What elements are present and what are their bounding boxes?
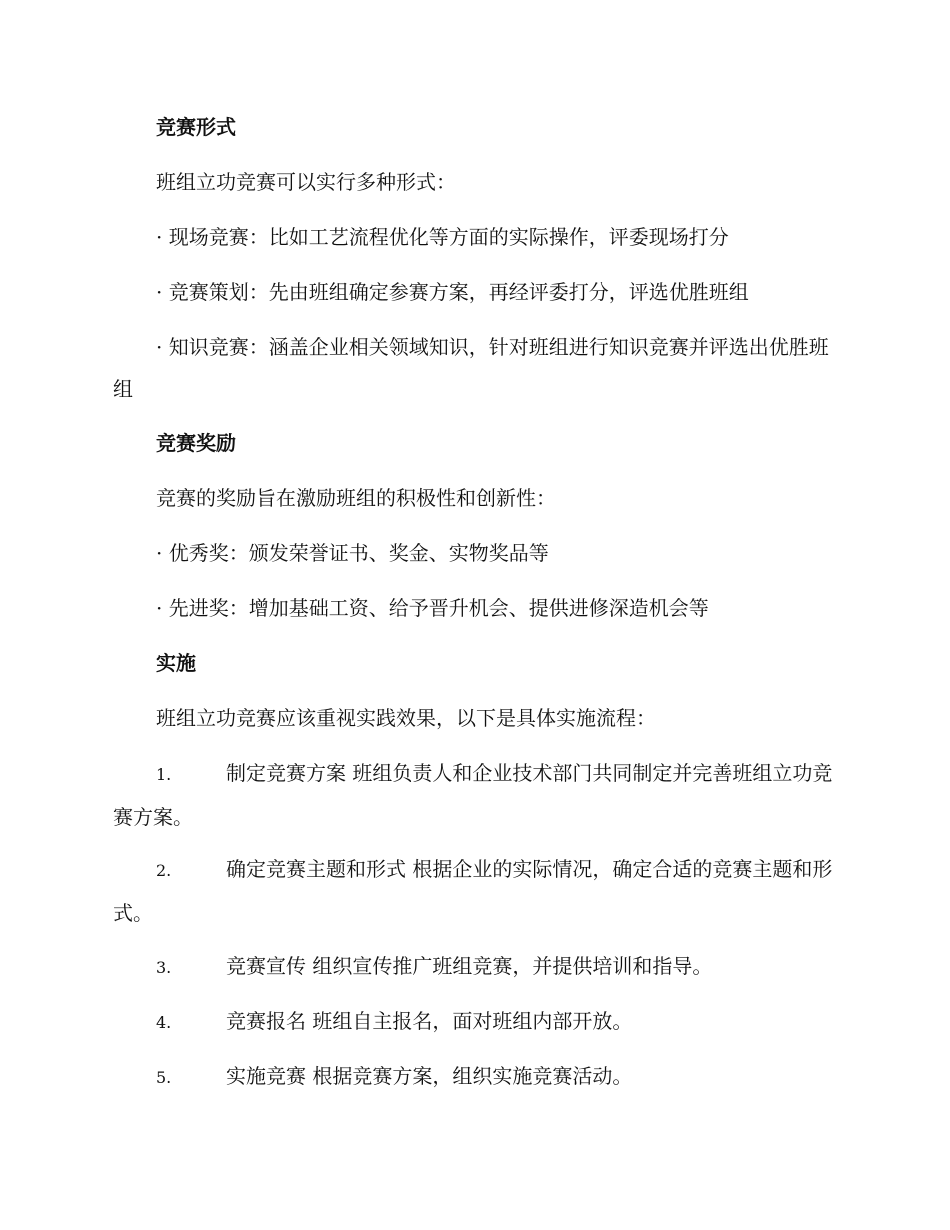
bullet-item: · 先进奖：增加基础工资、给予晋升机会、提供进修深造机会等 — [156, 596, 709, 620]
step-text: 实施竞赛 根据竞赛方案，组织实施竞赛活动。 — [226, 1064, 633, 1088]
step-number: 3. — [156, 958, 172, 977]
step-text: 竞赛报名 班组自主报名，面对班组内部开放。 — [226, 1009, 633, 1033]
bullet-item: · 优秀奖：颁发荣誉证书、奖金、实物奖品等 — [156, 541, 549, 565]
numbered-step — [113, 945, 838, 989]
bullet-item: · 知识竞赛：涵盖企业相关领域知识，针对班组进行知识竞赛并评选出优胜班组 — [113, 335, 829, 401]
section-heading-implement: 实施 — [156, 651, 196, 675]
paragraph-implement-intro: 班组立功竞赛应该重视实践效果，以下是具体实施流程： — [156, 706, 656, 730]
section-heading-reward: 竞赛奖励 — [156, 431, 236, 455]
numbered-step — [113, 752, 838, 838]
step-number: 4. — [156, 1013, 172, 1032]
paragraph-reward-intro: 竞赛的奖励旨在激励班组的积极性和创新性： — [156, 486, 556, 510]
step-number: 5. — [156, 1068, 172, 1087]
step-number: 2. — [156, 861, 172, 880]
step-text: 制定竞赛方案 班组负责人和企业技术部门共同制定并完善班组立功竞赛方案。 — [113, 761, 833, 829]
step-text: 竞赛宣传 组织宣传推广班组竞赛，并提供培训和指导。 — [226, 954, 713, 978]
step-number: 1. — [156, 765, 172, 784]
bullet-item: · 现场竞赛：比如工艺流程优化等方面的实际操作，评委现场打分 — [156, 225, 729, 249]
numbered-step — [113, 1055, 838, 1099]
numbered-step — [113, 848, 838, 934]
section-heading-form: 竞赛形式 — [156, 115, 236, 139]
numbered-step — [113, 1000, 838, 1044]
step-text: 确定竞赛主题和形式 根据企业的实际情况，确定合适的竞赛主题和形式。 — [113, 857, 833, 925]
bullet-item: · 竞赛策划：先由班组确定参赛方案，再经评委打分，评选优胜班组 — [156, 280, 749, 304]
paragraph-form-intro: 班组立功竞赛可以实行多种形式： — [156, 170, 456, 194]
